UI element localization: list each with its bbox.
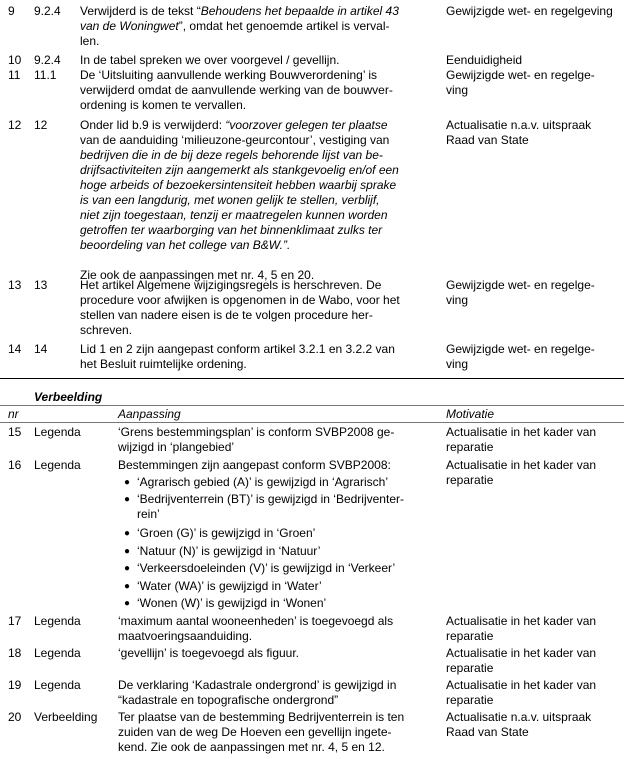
- row-text: De verklaring ‘Kadastrale ondergrond’ is gewijzigd in: [118, 678, 397, 692]
- list-item: rein’: [137, 507, 160, 521]
- row-motivation: Raad van State: [446, 725, 529, 739]
- row-motivation: Gewijzigde wet- en regelge-: [446, 278, 595, 292]
- row-text: van de aanduiding ‘milieuzone-geurcontour’, vestiging van: [80, 133, 390, 147]
- row-motivation: reparatie: [446, 629, 494, 643]
- row-text: len.: [80, 34, 100, 48]
- row-text: kend. Zie ook de aanpassingen met nr. 4, 5 en 12.: [118, 740, 385, 754]
- row-text: ‘gevellijn’ is toegevoegd als figuur.: [118, 646, 300, 660]
- bullet-icon: ●: [124, 494, 131, 505]
- row-article: 11.1: [34, 68, 57, 82]
- row-nr: 16: [8, 458, 22, 472]
- row-motivation: Actualisatie in het kader van: [446, 678, 597, 692]
- row-text: ordening is komen te vervallen.: [80, 98, 247, 112]
- column-header-nr: nr: [8, 407, 19, 421]
- row-text: bedrijven die in de bij deze regels behorende lijst van be-: [80, 148, 383, 162]
- row-motivation: Actualisatie n.a.v. uitspraak: [446, 710, 592, 724]
- bullet-icon: ●: [124, 528, 131, 539]
- row-text: ‘maximum aantal wooneenheden’ is toegevoegd als: [118, 614, 394, 628]
- row-text: stellen van nadere eisen is de te volgen procedure her-: [80, 308, 373, 322]
- row-text: van de Woningwet”, omdat het genoemde artikel is verval-: [80, 19, 390, 33]
- row-motivation: Actualisatie in het kader van: [446, 614, 597, 628]
- row-motivation: Actualisatie in het kader van: [446, 646, 597, 660]
- row-text: Bestemmingen zijn aangepast conform SVBP2008:: [118, 458, 391, 472]
- row-nr: 20: [8, 710, 22, 724]
- row-nr: 13: [8, 278, 22, 292]
- row-text: Zie ook de aanpassingen met nr. 4, 5 en 20.: [80, 268, 315, 282]
- row-text: niet zijn toegestaan, tenzij er maatregelen kunnen worden: [80, 208, 388, 222]
- row-nr: 15: [8, 425, 22, 439]
- row-text: In de tabel spreken we over voorgevel / gevellijn.: [80, 53, 340, 67]
- row-text: schreven.: [80, 323, 133, 337]
- row-motivation: reparatie: [446, 473, 494, 487]
- row-nr: 19: [8, 678, 22, 692]
- row-motivation: Actualisatie in het kader van: [446, 425, 597, 439]
- row-text: zuiden van de weg De Hoeven een gevellijn ingete-: [118, 725, 392, 739]
- row-text: is van een langdurig, met wonen gelijk te stellen, verblijf,: [80, 193, 380, 207]
- bullet-icon: ●: [124, 477, 131, 488]
- section-title: Verbeelding: [34, 390, 103, 404]
- row-text: “kadastrale en topografische ondergrond”: [118, 693, 339, 707]
- row-text: beoordeling van het college van B&W.”.: [80, 238, 291, 252]
- row-text: getroffen ter waarborging van het binnenklimaat zulks ter: [80, 223, 383, 237]
- row-article: 12: [34, 118, 48, 132]
- section-divider: [0, 378, 624, 379]
- row-motivation: Actualisatie n.a.v. uitspraak: [446, 118, 592, 132]
- bullet-icon: ●: [124, 546, 131, 557]
- row-text: De ‘Uitsluiting aanvullende werking Bouwverordening’ is: [80, 68, 378, 82]
- row-motivation: reparatie: [446, 440, 494, 454]
- row-nr: 10: [8, 53, 22, 67]
- row-nr: 12: [8, 118, 22, 132]
- row-motivation: Eenduidigheid: [446, 53, 523, 67]
- list-item: ‘Agrarisch gebied (A)’ is gewijzigd in ‘Agrarisch’: [137, 475, 388, 489]
- header-divider: [0, 422, 624, 423]
- row-motivation: Raad van State: [446, 133, 529, 147]
- row-article: Verbeelding: [34, 710, 98, 724]
- row-article: Legenda: [34, 458, 81, 472]
- row-motivation: ving: [446, 293, 469, 307]
- row-motivation: Gewijzigde wet- en regelge-: [446, 342, 595, 356]
- row-text: Ter plaatse van de bestemming Bedrijventerrein is ten: [118, 710, 405, 724]
- row-text: Het artikel Algemene wijzigingsregels is herschreven. De: [80, 278, 382, 292]
- row-motivation: Actualisatie in het kader van: [446, 458, 597, 472]
- row-motivation: reparatie: [446, 693, 494, 707]
- column-header-motivation: Motivatie: [446, 407, 495, 421]
- row-article: 14: [34, 342, 48, 356]
- row-nr: 11: [8, 68, 21, 82]
- bullet-icon: ●: [124, 563, 131, 574]
- row-nr: 9: [8, 4, 15, 18]
- column-header-change: Aanpassing: [118, 407, 181, 421]
- row-nr: 14: [8, 342, 22, 356]
- row-article: Legenda: [34, 646, 81, 660]
- list-item: ‘Natuur (N)’ is gewijzigd in ‘Natuur’: [137, 544, 321, 558]
- row-text: procedure voor afwijken is opgenomen in de Wabo, voor het: [80, 293, 400, 307]
- list-item: ‘Bedrijventerrein (BT)’ is gewijzigd in ‘Bedrijventer-: [137, 492, 404, 506]
- header-divider: [0, 405, 624, 406]
- bullet-icon: ●: [124, 581, 131, 592]
- row-text: Verwijderd is de tekst “Behoudens het bepaalde in artikel 43: [80, 4, 399, 18]
- list-item: ‘Groen (G)’ is gewijzigd in ‘Groen’: [137, 526, 316, 540]
- row-text: ‘Grens bestemmingsplan’ is conform SVBP2008 ge-: [118, 425, 395, 439]
- bullet-icon: ●: [124, 598, 131, 609]
- row-article: Legenda: [34, 614, 81, 628]
- row-motivation: reparatie: [446, 661, 494, 675]
- row-article: 9.2.4: [34, 4, 61, 18]
- row-motivation: ving: [446, 83, 469, 97]
- row-nr: 17: [8, 614, 22, 628]
- row-article: 13: [34, 278, 48, 292]
- row-article: 9.2.4: [34, 53, 61, 67]
- row-motivation: ving: [446, 357, 469, 371]
- row-article: Legenda: [34, 425, 81, 439]
- row-motivation: Gewijzigde wet- en regelge-: [446, 68, 595, 82]
- row-text: hoge arbeids of bezoekersintensiteit hebben waarbij sprake: [80, 178, 397, 192]
- row-text: maatvoeringsaanduiding.: [118, 629, 253, 643]
- row-nr: 18: [8, 646, 22, 660]
- list-item: ‘Wonen (W)’ is gewijzigd in ‘Wonen’: [137, 596, 327, 610]
- row-text: het Besluit ruimtelijke ordening.: [80, 357, 247, 371]
- row-text: Lid 1 en 2 zijn aangepast conform artikel 3.2.1 en 3.2.2 van: [80, 342, 395, 356]
- row-motivation: Gewijzigde wet- en regelgeving: [446, 4, 613, 18]
- row-text: drijfsactiviteiten zijn aangemerkt als stankgevoelig en/of een: [80, 163, 399, 177]
- list-item: ‘Verkeersdoeleinden (V)’ is gewijzigd in ‘Verkeer’: [137, 561, 396, 575]
- row-text: wijzigd in ‘plangebied’: [118, 440, 235, 454]
- row-article: Legenda: [34, 678, 81, 692]
- list-item: ‘Water (WA)’ is gewijzigd in ‘Water’: [137, 579, 322, 593]
- row-text: verwijderd omdat de aanvullende werking van de bouwver-: [80, 83, 393, 97]
- row-text: Onder lid b.9 is verwijderd: “voorzover gelegen ter plaatse: [80, 118, 388, 132]
